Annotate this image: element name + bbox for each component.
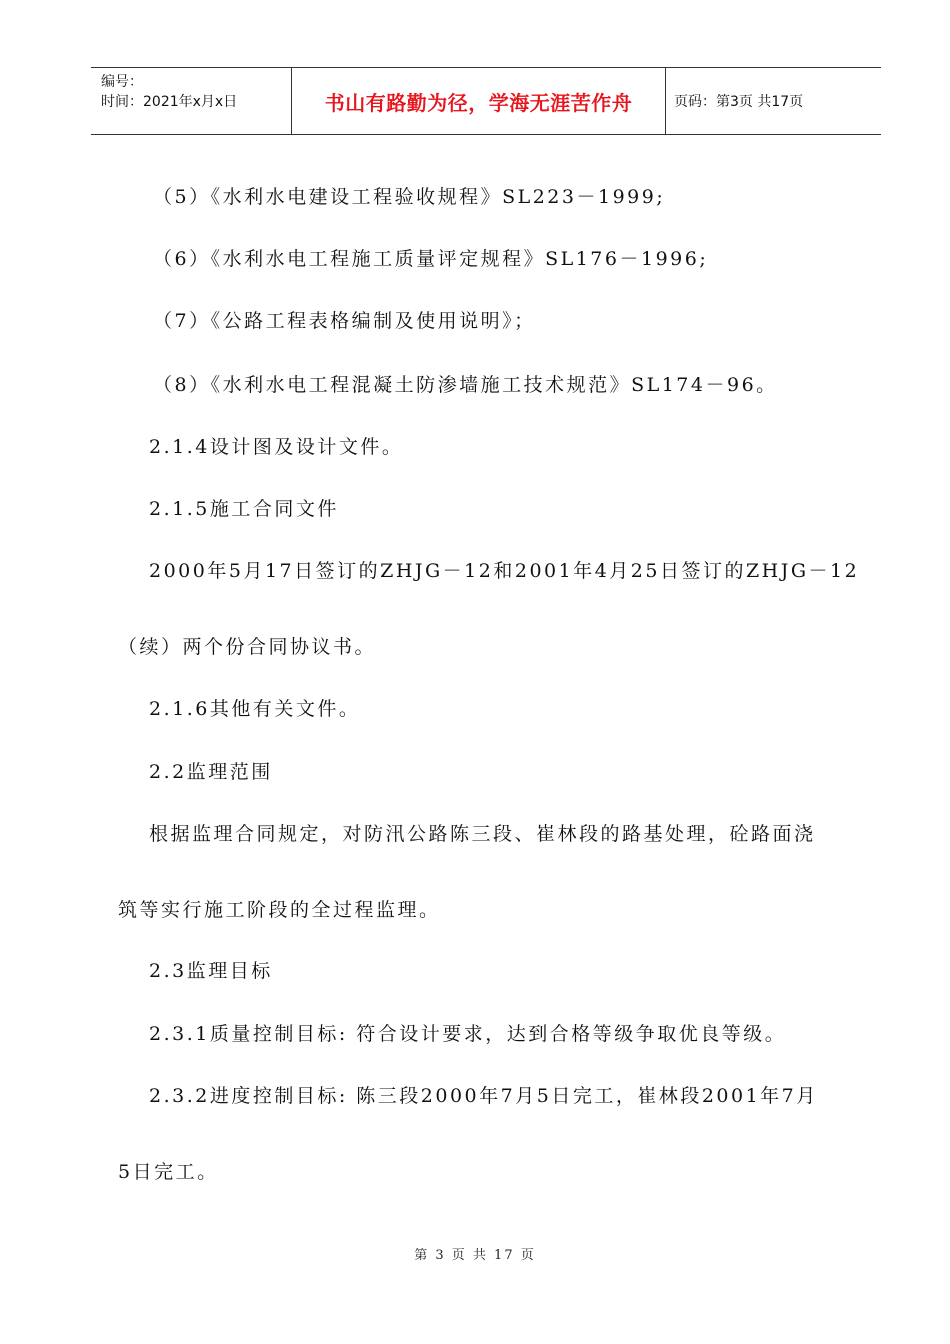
paragraph-line: （7）《公路工程表格编制及使用说明》； [153,310,536,332]
document-number-label: 编号： [101,74,143,90]
header-page-label: 页码：第3页 共17页 [674,94,804,110]
paragraph-line: （8）《水利水电工程混凝土防渗墙施工技术规范》SL174－96。 [153,374,778,396]
paragraph-line: 2.1.6其他有关文件。 [149,698,361,720]
header-page-cell [666,68,881,134]
header-table [91,67,881,135]
paragraph-line: 5日完工。 [118,1161,219,1183]
page-footer: 第 3 页 共 17 页 [414,1248,536,1263]
paragraph-line: （6）《水利水电工程施工质量评定规程》SL176－1996; [153,248,709,270]
paragraph-line: 2.3监理目标 [149,960,273,982]
header-meta-cell [91,68,292,134]
paragraph-line: （5）《水利水电建设工程验收规程》SL223－1999; [153,186,666,208]
paragraph-line: 2.3.1质量控制目标: 符合设计要求，达到合格等级争取优良等级。 [149,1023,787,1045]
header-motto-cell [292,68,666,134]
paragraph-line: 根据监理合同规定，对防汛公路陈三段、崔林段的路基处理，砼路面浇 [149,823,816,845]
paragraph-line: 2.2监理范围 [149,761,273,783]
paragraph-line: 2000年5月17日签订的ZHJG－12和2001年4月25日签订的ZHJG－12 [149,560,860,582]
document-time-label: 时间：2021年x月x日 [101,94,238,110]
paragraph-line: 筑等实行施工阶段的全过程监理。 [118,899,441,921]
paragraph-line: 2.3.2进度控制目标: 陈三段2000年7月5日完工，崔林段2001年7月 [149,1085,818,1107]
paragraph-line: （续）两个份合同协议书。 [118,636,377,658]
header-motto: 书山有路勤为径，学海无涯苦作舟 [324,90,633,115]
paragraph-line: 2.1.5施工合同文件 [149,498,339,520]
paragraph-line: 2.1.4设计图及设计文件。 [149,436,404,458]
